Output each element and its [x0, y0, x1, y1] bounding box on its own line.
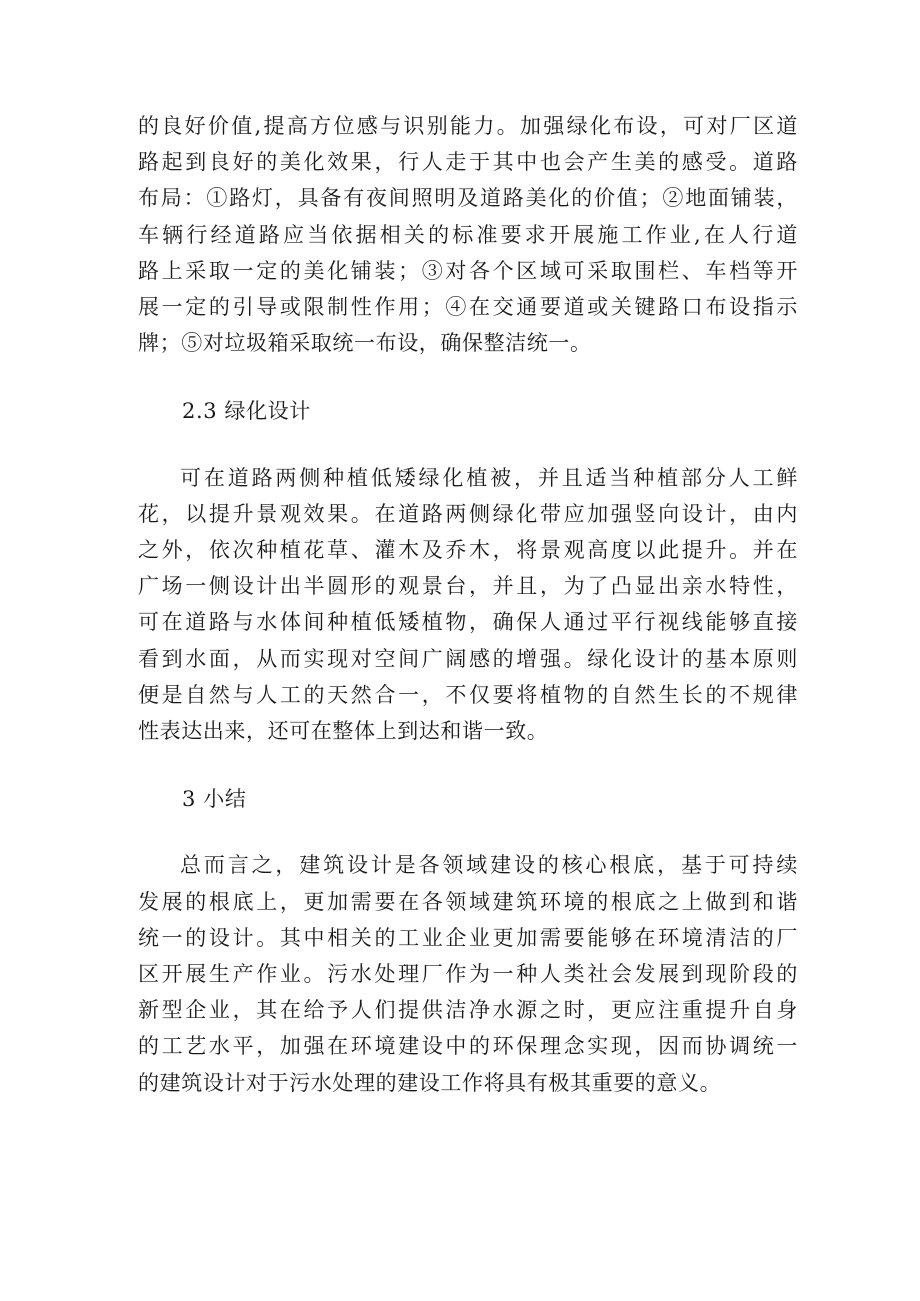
- text-line: 总而言之，建筑设计是各领域建设的核心根底，基于可持续: [180, 853, 798, 878]
- document-body: [138, 108, 798, 1101]
- paragraph-summary: [138, 847, 798, 1100]
- text-line: 性表达出来，还可在整体上到达和谐一致。: [138, 719, 549, 744]
- text-line: 新型企业，其在给予人们提供洁净水源之时，更应注重提升自身: [138, 998, 798, 1023]
- text-line: 路起到良好的美化效果，行人走于其中也会产生美的感受。道路: [138, 150, 798, 175]
- text-line: 之外，依次种植花草、灌木及乔木，将景观高度以此提升。并在: [138, 538, 798, 563]
- text-line: 布局：①路灯，具备有夜间照明及道路美化的价值；②地面铺装，: [138, 186, 798, 211]
- text-line: 可在道路两侧种植低矮绿化植被，并且适当种植部分人工鲜: [180, 465, 798, 490]
- text-line: 路上采取一定的美化铺装；③对各个区域可采取围栏、车档等开: [138, 258, 798, 283]
- text-line: 可在道路与水体间种植低矮植物，确保人通过平行视线能够直接: [138, 610, 798, 635]
- text-line: 车辆行经道路应当依据相关的标准要求开展施工作业,在人行道: [138, 222, 798, 247]
- text-line: 的建筑设计对于污水处理的建设工作将具有极其重要的意义。: [138, 1070, 722, 1095]
- text-line: 看到水面，从而实现对空间广阔感的增强。绿化设计的基本原则: [138, 646, 798, 671]
- text-line: 统一的设计。其中相关的工业企业更加需要能够在环境清洁的厂: [138, 925, 798, 950]
- section-heading-summary: 3 小结: [182, 787, 247, 812]
- text-line: 便是自然与人工的天然合一，不仅要将植物的自然生长的不规律: [138, 682, 798, 707]
- section-heading-greening-design: 2.3 绿化设计: [182, 399, 311, 424]
- text-line: 展一定的引导或限制性作用；④在交通要道或关键路口布设指示: [138, 295, 798, 320]
- text-line: 的良好价值,提高方位感与识别能力。加强绿化布设，可对厂区道: [138, 114, 798, 138]
- text-line: 牌；⑤对垃圾箱采取统一布设，确保整洁统一。: [138, 331, 592, 356]
- text-line: 区开展生产作业。污水处理厂作为一种人类社会发展到现阶段的: [138, 962, 798, 987]
- text-line: 花，以提升景观效果。在道路两侧绿化带应加强竖向设计，由内: [138, 501, 798, 526]
- text-line: 的工艺水平，加强在环境建设中的环保理念实现，因而协调统一: [138, 1034, 798, 1059]
- text-line: 广场一侧设计出半圆形的观景台，并且，为了凸显出亲水特性，: [138, 574, 798, 599]
- paragraph-road-layout: [138, 108, 798, 361]
- text-line: 发展的根底上，更加需要在各领域建筑环境的根底之上做到和谐: [138, 889, 798, 914]
- paragraph-greening-design: [138, 460, 798, 750]
